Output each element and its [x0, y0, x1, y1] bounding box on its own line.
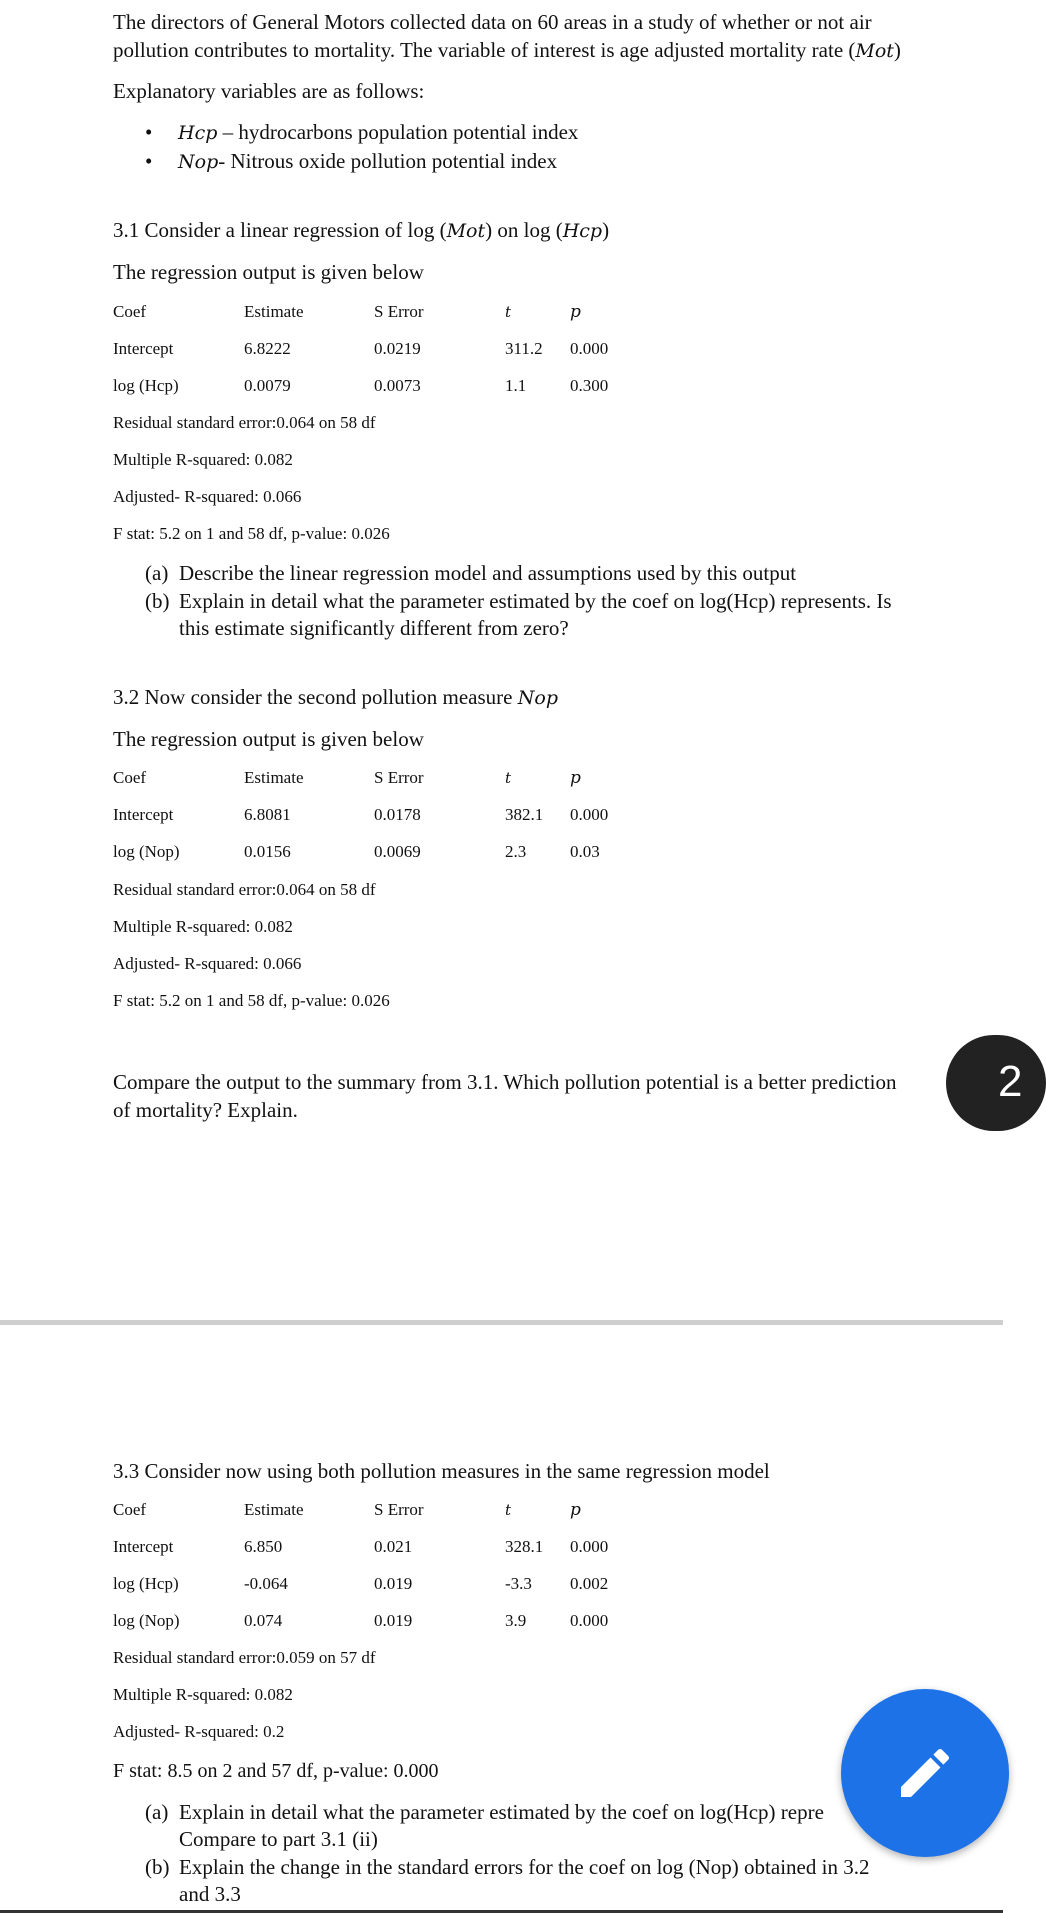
cell-r2-estimate: 0.0156 [244, 842, 291, 861]
cell-r2-coef: log (Nop) [113, 842, 180, 861]
s32-var-nop: Nop [517, 687, 558, 709]
cell-r1-estimate: 6.850 [244, 1537, 283, 1556]
bullet-nop-var: Nop [178, 151, 219, 173]
s32-stat-fstat: F stat: 5.2 on 1 and 58 df, p-value: 0.026 [113, 991, 390, 1010]
var-mot: Mot [855, 40, 894, 62]
bullet-hcp [145, 118, 578, 147]
cell-r2-serror: 0.019 [374, 1574, 413, 1593]
cell-r2-estimate: -0.064 [244, 1574, 288, 1593]
pencil-icon [893, 1741, 957, 1805]
cell-r3-estimate: 0.074 [244, 1611, 283, 1630]
s33-question-b [145, 1854, 945, 1908]
cell-r2-coef: log (Hcp) [113, 376, 179, 395]
question-text: Explain in detail what the parameter estimated by the coef on log(Hcp) repre [179, 1800, 824, 1824]
cell-r2-t: 1.1 [505, 376, 527, 395]
header-estimate: Estimate [244, 302, 304, 321]
s31-stat-fstat: F stat: 5.2 on 1 and 58 df, p-value: 0.026 [113, 524, 390, 543]
intro-line-2 [113, 36, 943, 65]
header-t: t [505, 769, 512, 787]
page-number-text: 2 [998, 1057, 1023, 1106]
cell-r3-p: 0.000 [570, 1611, 609, 1630]
compare-question [113, 1068, 943, 1124]
header-coef: Coef [113, 768, 147, 787]
cell-r2-p: 0.300 [570, 376, 609, 395]
header-estimate: Estimate [244, 1500, 304, 1519]
cell-r3-t: 3.9 [505, 1611, 527, 1630]
s33-stat-adjusted-r2: Adjusted- R-squared: 0.2 [113, 1722, 285, 1741]
header-p: p [570, 1500, 581, 1520]
cell-r1-p: 0.000 [570, 339, 609, 358]
bullet-nop [145, 147, 557, 176]
intro-paragraph [113, 8, 943, 65]
s31-heading-pre: 3.1 Consider a linear regression of log ( [113, 218, 447, 242]
s31-stat-residual: Residual standard error:0.064 on 58 df [113, 413, 376, 432]
section-3-3-heading: 3.3 Consider now using both pollution measures in the same regression model [113, 1459, 770, 1483]
header-p: p [570, 768, 581, 788]
cell-r1-coef: Intercept [113, 1537, 174, 1556]
compare-line-1: Compare the output to the summary from 3.1. Which pollution potential is a better prediction [113, 1070, 897, 1094]
intro-line-1: The directors of General Motors collected data on 60 areas in a study of whether or not air [113, 10, 872, 34]
cell-r1-t: 311.2 [505, 339, 543, 358]
s32-heading-pre: 3.2 Now consider the second pollution measure [113, 685, 518, 709]
header-s-error: S Error [374, 768, 424, 787]
bullet-hcp-var: Hcp [178, 122, 218, 144]
s31-stat-multiple-r2: Multiple R-squared: 0.082 [113, 450, 293, 469]
cell-r2-t: -3.3 [505, 1574, 532, 1593]
header-p: p [570, 302, 581, 322]
header-s-error: S Error [374, 1500, 424, 1519]
cell-r2-serror: 0.0073 [374, 376, 421, 395]
cell-r2-coef: log (Hcp) [113, 1574, 179, 1593]
cell-r1-t: 382.1 [505, 805, 544, 824]
cell-r1-serror: 0.0178 [374, 805, 421, 824]
cell-r3-coef: log (Nop) [113, 1611, 180, 1630]
question-label: (a) [145, 1800, 169, 1824]
s31-var-hcp: Hcp [562, 220, 603, 242]
cell-r2-t: 2.3 [505, 842, 527, 861]
bullet-dot: • [145, 120, 153, 144]
edit-fab-button[interactable] [841, 1689, 1009, 1857]
s31-var-mot: Mot [446, 220, 486, 242]
question-text-cont: Compare to part 3.1 (ii) [179, 1827, 378, 1851]
s31-question-b [145, 588, 945, 642]
s33-stat-multiple-r2: Multiple R-squared: 0.082 [113, 1685, 293, 1704]
cell-r3-serror: 0.019 [374, 1611, 413, 1630]
cell-r1-estimate: 6.8081 [244, 805, 291, 824]
question-label: (b) [145, 1855, 170, 1879]
s33-stat-fstat: F stat: 8.5 on 2 and 57 df, p-value: 0.000 [113, 1760, 439, 1782]
cell-r1-t: 328.1 [505, 1537, 544, 1556]
header-coef: Coef [113, 1500, 147, 1519]
question-text-cont: this estimate significantly different from zero? [179, 616, 569, 640]
cell-r1-coef: Intercept [113, 805, 174, 824]
page-number-badge[interactable] [946, 1035, 1046, 1131]
section-3-2-subheading: The regression output is given below [113, 727, 424, 751]
question-text: Describe the linear regression model and assumptions used by this output [179, 561, 797, 585]
bullet-hcp-text: – hydrocarbons population potential index [217, 120, 579, 144]
header-t: t [505, 303, 512, 321]
s32-stat-adjusted-r2: Adjusted- R-squared: 0.066 [113, 954, 302, 973]
cell-r1-serror: 0.021 [374, 1537, 413, 1556]
header-s-error: S Error [374, 302, 424, 321]
cell-r1-coef: Intercept [113, 339, 174, 358]
s31-question-a [145, 560, 945, 587]
s32-stat-multiple-r2: Multiple R-squared: 0.082 [113, 917, 293, 936]
bullet-nop-text: - Nitrous oxide pollution potential index [218, 149, 558, 173]
document-page-2 [0, 1325, 1003, 1913]
intro-line-2-text: pollution contributes to mortality. The variable of interest is age adjusted mortality rate ( [113, 38, 856, 62]
cell-r2-p: 0.03 [570, 842, 600, 861]
cell-r1-serror: 0.0219 [374, 339, 421, 358]
cell-r1-p: 0.000 [570, 805, 609, 824]
question-text-cont: and 3.3 [179, 1882, 241, 1906]
bullet-dot: • [145, 149, 153, 173]
header-t: t [505, 1501, 512, 1519]
header-estimate: Estimate [244, 768, 304, 787]
cell-r2-p: 0.002 [570, 1574, 609, 1593]
section-3-1-subheading: The regression output is given below [113, 260, 424, 284]
s31-heading-post: ) [602, 218, 610, 242]
s31-heading-mid: ) on log ( [485, 218, 563, 242]
explanatory-heading: Explanatory variables are as follows: [113, 79, 425, 103]
cell-r1-estimate: 6.8222 [244, 339, 291, 358]
question-text: Explain in detail what the parameter estimated by the coef on log(Hcp) represents. Is [179, 589, 892, 613]
s33-question-a [145, 1799, 945, 1853]
header-coef: Coef [113, 302, 147, 321]
question-label: (b) [145, 589, 170, 613]
section-3-2-heading [113, 683, 943, 712]
s31-stat-adjusted-r2: Adjusted- R-squared: 0.066 [113, 487, 302, 506]
s33-stat-residual: Residual standard error:0.059 on 57 df [113, 1648, 376, 1667]
question-label: (a) [145, 561, 169, 585]
cell-r2-serror: 0.0069 [374, 842, 421, 861]
compare-line-2: of mortality? Explain. [113, 1098, 298, 1122]
question-text: Explain the change in the standard errors for the coef on log (Nop) obtained in 3.2 [179, 1855, 870, 1879]
cell-r2-estimate: 0.0079 [244, 376, 291, 395]
intro-line-2-close: ) [893, 38, 901, 62]
cell-r1-p: 0.000 [570, 1537, 609, 1556]
section-3-1-heading [113, 216, 943, 245]
s32-stat-residual: Residual standard error:0.064 on 58 df [113, 880, 376, 899]
